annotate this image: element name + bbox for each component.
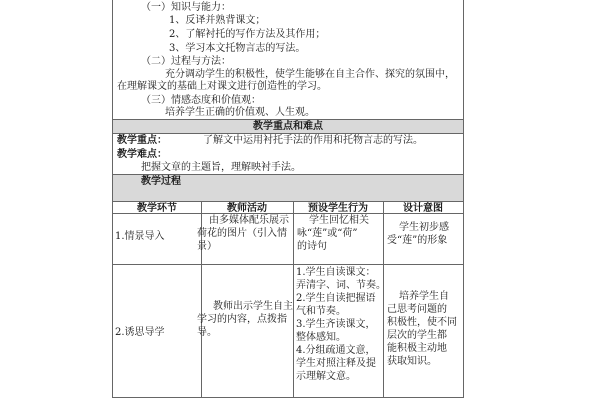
header-intent: 设计意图 (403, 203, 443, 214)
row2-stage: 2.诱思导学 (115, 327, 165, 338)
knowledge-item: 1、反译并熟背课文； (169, 15, 266, 26)
row2-teacher-line: 导。 (197, 327, 217, 338)
header-teacher: 教师活动 (227, 203, 267, 214)
row2-intent-line: 己思考问题的 (387, 304, 447, 315)
row1-student-line: 咏“莲”或“荷” (297, 228, 358, 239)
row1-student-line: 学生回忆相关 (309, 215, 369, 226)
row2-intent-line: 培养学生自 (399, 291, 449, 302)
row2-student-line: 整体感知。 (296, 332, 346, 343)
row2-student-line: 1.学生自读课文： (296, 267, 376, 278)
row2-student-line: 3.学生齐读课文， (296, 319, 376, 330)
row2-intent-line: 获取知识。 (387, 356, 437, 367)
emotion-line: 培养学生正确的价值观、人生观。 (165, 107, 315, 118)
row2-student-line: 弄清字、词、节奏。 (296, 280, 386, 291)
row2-student-line: 4.分组疏通文意， (296, 345, 376, 356)
focus-text: 了解文中运用衬托手法的作用和托物言志的写法。 (203, 135, 423, 146)
lesson-plan-sheet (112, 0, 464, 398)
process-line: 在理解课文的基础上对课文进行创造性的学习。 (117, 81, 327, 92)
row2-student-line: 气和节奏。 (296, 306, 346, 317)
row1-teacher-line: 由多媒体配乐展示 (209, 215, 289, 226)
process-line: 充分调动学生的积极性，使学生能够在自主合作、探究的氛围中， (165, 69, 455, 80)
row2-intent-line: 积极性，使不同 (387, 317, 457, 328)
process-heading: （二）过程与方法： (141, 56, 231, 67)
row1-stage: 1.情景导入 (115, 231, 165, 242)
row1-teacher-line: 荷花的图片（引入情 (197, 228, 287, 239)
row2-student-line: 2.学生自读把握语 (296, 293, 376, 304)
row2-intent-line: 层次的学生都 (387, 330, 447, 341)
knowledge-heading: （一）知识与能力： (141, 2, 231, 13)
row2-teacher-line: 教师出示学生自主 (213, 301, 293, 312)
row1-intent-line: 学生初步感 (399, 222, 449, 233)
header-stage: 教学环节 (137, 203, 177, 214)
difficulty-text: 把握文章的主题旨，理解映衬手法。 (141, 162, 301, 173)
knowledge-item: 2、了解衬托的写作方法及其作用； (169, 29, 326, 40)
focus-label: 教学重点： (117, 135, 167, 146)
row1-student-line: 的诗句 (297, 241, 327, 252)
row2-teacher-line: 学习的内容，点拨指 (197, 314, 287, 325)
row2-student-line: 示理解文意。 (296, 371, 356, 382)
key-points-title: 教学重点和难点 (253, 121, 323, 132)
process-title: 教学过程 (141, 176, 181, 187)
header-student: 预设学生行为 (308, 203, 368, 214)
emotion-heading: （三）情感态度和价值观： (141, 95, 261, 106)
row2-student-line: 学生对照注释及提 (296, 358, 376, 369)
knowledge-item: 3、学习本文托物言志的写法。 (169, 43, 306, 54)
row1-teacher-line: 景） (197, 241, 217, 252)
row2-intent-line: 能积极主动地 (387, 343, 447, 354)
row1-intent-line: 受“莲”的形象 (387, 235, 448, 246)
difficulty-label: 教学难点： (117, 149, 167, 160)
